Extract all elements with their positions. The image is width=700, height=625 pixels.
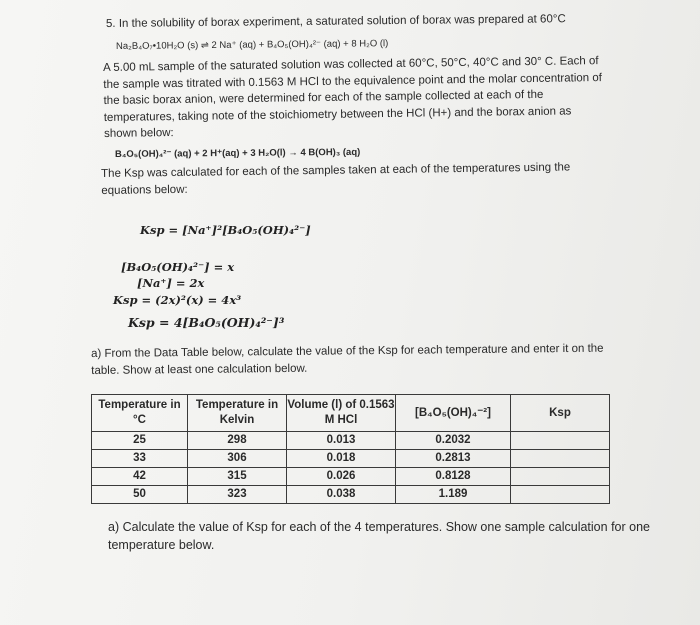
ksp-definition-equation: Ksp = [Na⁺]²[B₄O₅(OH)₄²⁻] (140, 223, 311, 237)
sodium-concentration-equation: [Na⁺] = 2x (137, 276, 205, 290)
cell-anion-concentration: 1.189 (396, 486, 511, 504)
cell-temp-kelvin: 298 (188, 432, 287, 450)
cell-anion-concentration: 0.8128 (396, 468, 511, 486)
cell-temp-kelvin: 323 (188, 486, 287, 504)
question-intro: 5. In the solubility of borax experiment, a saturated solution of borax was prepared at 60°C (105, 13, 566, 30)
cell-ksp[interactable] (511, 468, 610, 486)
cell-temp-kelvin: 315 (188, 468, 287, 486)
procedure-paragraph: A 5.00 mL sample of the saturated solution was collected at 60°C, 50°C, 40°C and 30° C. Each of the sample was titrated with 0.1563 M HCl to the equivalence point and the molar concentration of the basic borax anion, were determined for each of the sample collected at each of the temperatures, taking note of the stoichiometry between the HCl (H+) and the borax anion as shown below: (103, 55, 603, 140)
anion-concentration-equation: [B₄O₅(OH)₄²⁻] = x (121, 260, 235, 274)
cell-ksp[interactable] (511, 432, 610, 450)
cell-ksp[interactable] (511, 450, 610, 468)
part-a-instructions: a) From the Data Table below, calculate the value of the Ksp for each temperature and enter it on the table. Show at least one calculation below. (91, 342, 604, 377)
header-temp-celsius: Temperature in °C (92, 395, 188, 432)
table-row (92, 486, 610, 504)
cell-ksp[interactable] (511, 486, 610, 504)
table-row (92, 468, 610, 486)
ksp-intro-paragraph: The Ksp was calculated for each of the samples taken at each of the temperatures using the equations below: (101, 161, 571, 197)
part-a-question: a) Calculate the value of Ksp for each of the 4 temperatures. Show one sample calculation for one temperature below. (108, 520, 650, 552)
table-row (92, 450, 610, 468)
cell-hcl-volume: 0.038 (287, 486, 396, 504)
cell-temp-celsius: 25 (92, 432, 188, 450)
titration-equation: B₄O₅(OH)₄²⁻ (aq) + 2 H⁺(aq) + 3 H₂O(l) → 4 B(OH)₃ (aq) (114, 146, 361, 160)
cell-anion-concentration: 0.2813 (396, 450, 511, 468)
cell-temp-celsius: 42 (92, 468, 188, 486)
cell-hcl-volume: 0.013 (287, 432, 396, 450)
cell-temp-kelvin: 306 (188, 450, 287, 468)
header-hcl-volume: Volume (l) of 0.1563 M HCl (287, 395, 396, 432)
cell-anion-concentration: 0.2032 (396, 432, 511, 450)
header-anion-concentration: [B₄O₅(OH)₄⁻²] (396, 395, 511, 432)
cell-temp-celsius: 50 (92, 486, 188, 504)
header-temp-kelvin: Temperature in Kelvin (188, 395, 287, 432)
cell-temp-celsius: 33 (92, 450, 188, 468)
table-header-row (92, 395, 610, 432)
ksp-final-equation: Ksp = 4[B₄O₅(OH)₄²⁻]³ (128, 315, 285, 330)
data-table (91, 394, 610, 504)
header-ksp: Ksp (511, 395, 610, 432)
table-row (92, 432, 610, 450)
cell-hcl-volume: 0.018 (287, 450, 396, 468)
dissolution-equation: Na₂B₄O₇•10H₂O (s) ⇌ 2 Na⁺ (aq) + B₄O₅(OH)₄²⁻ (aq) + 8 H₂O (l) (115, 38, 389, 52)
cell-hcl-volume: 0.026 (287, 468, 396, 486)
ksp-in-x-equation: Ksp = (2x)²(x) = 4x³ (113, 293, 242, 307)
